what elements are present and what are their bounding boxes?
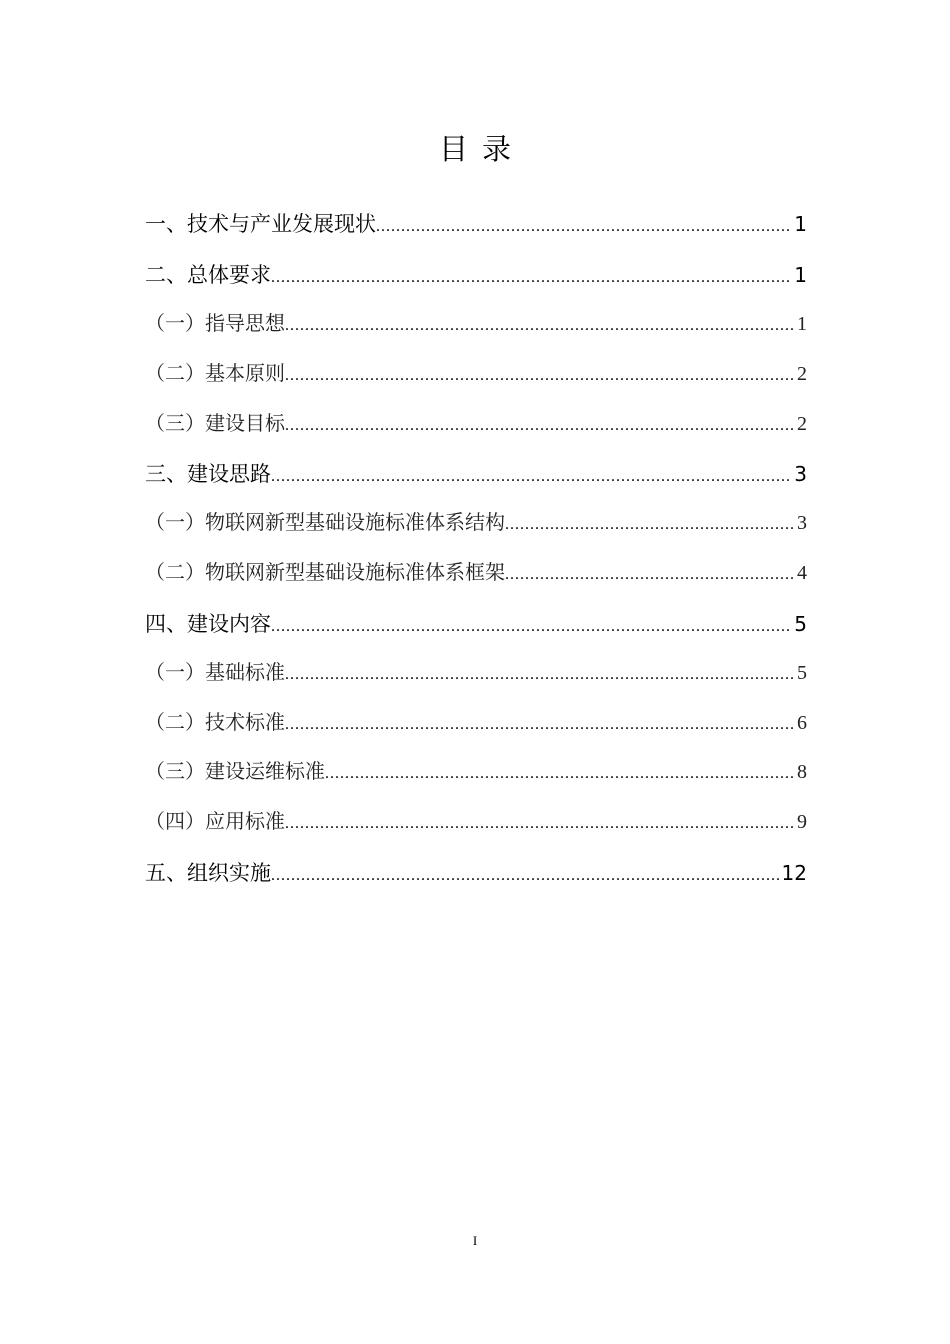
toc-entry-label: （四）应用标准 bbox=[145, 809, 285, 833]
toc-entry-page: 2 bbox=[797, 363, 807, 385]
toc-dot-leader bbox=[505, 508, 795, 542]
toc-entry-label: 四、建设内容 bbox=[145, 612, 271, 636]
toc-entry[interactable] bbox=[145, 655, 807, 689]
toc-entry[interactable] bbox=[145, 705, 807, 739]
toc-entry[interactable] bbox=[145, 607, 807, 641]
toc-entry-page: 3 bbox=[797, 512, 807, 534]
toc-dot-leader bbox=[271, 261, 792, 295]
toc-entry-page: 5 bbox=[794, 612, 807, 636]
toc-dot-leader bbox=[376, 210, 792, 244]
toc-entry-label: （二）技术标准 bbox=[145, 710, 285, 734]
toc-entry[interactable] bbox=[145, 804, 807, 838]
toc-entry-page: 3 bbox=[794, 462, 807, 486]
toc-dot-leader bbox=[271, 610, 792, 644]
toc-entry[interactable] bbox=[145, 754, 807, 788]
toc-entry-page: 1 bbox=[797, 313, 807, 335]
toc-dot-leader bbox=[285, 309, 795, 343]
toc-entry-label: （一）物联网新型基础设施标准体系结构 bbox=[145, 510, 505, 534]
toc-entry-page: 6 bbox=[797, 712, 807, 734]
toc-entry[interactable] bbox=[145, 505, 807, 539]
toc-dot-leader bbox=[271, 859, 780, 893]
toc-entry-label: （三）建设目标 bbox=[145, 411, 285, 435]
toc-entry[interactable] bbox=[145, 457, 807, 491]
toc-entry[interactable] bbox=[145, 356, 807, 390]
toc-dot-leader bbox=[285, 708, 795, 742]
toc-entry[interactable] bbox=[145, 406, 807, 440]
toc-entry-label: 一、技术与产业发展现状 bbox=[145, 212, 376, 236]
toc-entry[interactable] bbox=[145, 555, 807, 589]
toc-dot-leader bbox=[285, 359, 795, 393]
toc-entry[interactable] bbox=[145, 856, 807, 890]
toc-entry-label: （一）基础标准 bbox=[145, 660, 285, 684]
toc-dot-leader bbox=[285, 409, 795, 443]
toc-dot-leader bbox=[271, 460, 792, 494]
toc-entry-page: 1 bbox=[794, 212, 807, 236]
toc-entry-page: 9 bbox=[797, 811, 807, 833]
toc-entry-label: 二、总体要求 bbox=[145, 263, 271, 287]
toc-entry-label: （三）建设运维标准 bbox=[145, 759, 325, 783]
toc-title: 目录 bbox=[438, 132, 525, 166]
toc-dot-leader bbox=[325, 757, 795, 791]
toc-entry-label: 五、组织实施 bbox=[145, 861, 271, 885]
toc-entry-label: （一）指导思想 bbox=[145, 311, 285, 335]
toc-entry-page: 4 bbox=[797, 562, 807, 584]
toc-dot-leader bbox=[285, 807, 795, 841]
toc-entry-label: （二）基本原则 bbox=[145, 361, 285, 385]
toc-entry-page: 8 bbox=[797, 761, 807, 783]
toc-entry-label: 三、建设思路 bbox=[145, 462, 271, 486]
toc-entry[interactable] bbox=[145, 306, 807, 340]
toc-entry-page: 1 bbox=[794, 263, 807, 287]
toc-entry-label: （二）物联网新型基础设施标准体系框架 bbox=[145, 560, 505, 584]
toc-dot-leader bbox=[285, 658, 795, 692]
toc-entry-page: 12 bbox=[781, 861, 807, 885]
footer-page-number: I bbox=[472, 1233, 478, 1248]
toc-entry[interactable] bbox=[145, 207, 807, 241]
toc-entry-page: 5 bbox=[797, 662, 807, 684]
toc-entry[interactable] bbox=[145, 258, 807, 292]
toc-dot-leader bbox=[505, 558, 795, 592]
toc-entry-page: 2 bbox=[797, 413, 807, 435]
